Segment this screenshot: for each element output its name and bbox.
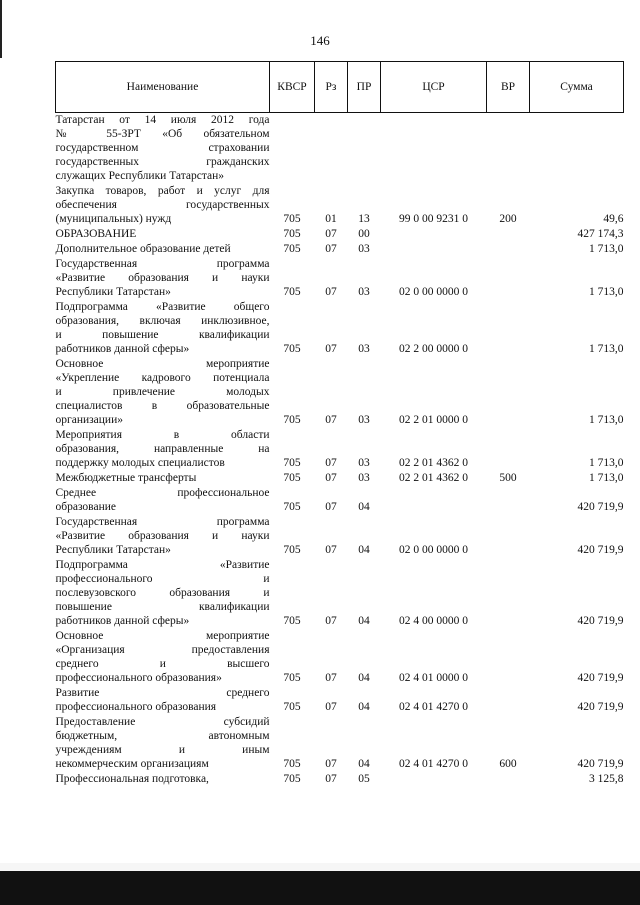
row-name [56, 558, 270, 629]
cell-csr [381, 113, 487, 185]
table-row [56, 257, 624, 300]
cell-csr: 02 2 01 4362 0 [399, 472, 468, 484]
cell-sum: 1 713,0 [589, 286, 624, 298]
cell-sum: 420 719,9 [577, 544, 624, 556]
row-name [56, 184, 270, 227]
table-row [56, 471, 624, 486]
row-name-line: государственном страховании [55, 142, 270, 154]
cell-kvsr: 705 [283, 414, 301, 426]
scan-edge-left [0, 0, 2, 58]
table-header-row [56, 62, 624, 113]
cell-vr [487, 772, 530, 787]
cell-kvsr: 705 [283, 457, 301, 469]
cell-vr [487, 428, 530, 471]
row-name [56, 486, 270, 515]
cell-sum: 1 713,0 [589, 457, 624, 469]
row-name-line: Подпрограмма «Развитие [55, 559, 270, 571]
budget-table [55, 61, 624, 787]
cell-rz: 07 [325, 615, 337, 627]
cell-vr: 500 [499, 472, 517, 484]
cell-sum: 3 125,8 [589, 773, 624, 785]
cell-kvsr: 705 [283, 672, 301, 684]
table-row [56, 357, 624, 428]
table-row [56, 772, 624, 787]
table-row [56, 686, 624, 715]
table-row [56, 428, 624, 471]
cell-vr [487, 357, 530, 428]
cell-csr [381, 242, 487, 257]
cell-kvsr: 705 [283, 286, 301, 298]
cell-vr [487, 515, 530, 558]
cell-rz: 07 [325, 501, 337, 513]
cell-kvsr: 705 [283, 544, 301, 556]
table-body [56, 113, 624, 788]
cell-vr [487, 558, 530, 629]
row-name-line: Татарстан от 14 июля 2012 года [55, 114, 270, 126]
row-name-line: Профессиональная подготовка, [55, 773, 209, 785]
cell-vr [487, 257, 530, 300]
cell-rz: 07 [325, 243, 337, 255]
row-name [56, 257, 270, 300]
cell-vr [487, 227, 530, 242]
cell-pr: 13 [358, 213, 370, 225]
cell-rz: 07 [325, 286, 337, 298]
row-name-line: Основное мероприятие [55, 358, 270, 370]
cell-rz: 07 [325, 472, 337, 484]
row-name [56, 686, 270, 715]
cell-pr: 03 [358, 472, 370, 484]
header-kvsr: КВСР [270, 62, 315, 113]
cell-csr [381, 772, 487, 787]
cell-sum: 1 713,0 [589, 472, 624, 484]
cell-pr: 03 [358, 343, 370, 355]
table-row [56, 558, 624, 629]
cell-rz: 07 [325, 773, 337, 785]
table-row [56, 184, 624, 227]
table-row [56, 113, 624, 185]
row-name-line: поддержку молодых специалистов [55, 457, 225, 469]
cell-kvsr: 705 [283, 213, 301, 225]
row-name-line: специалистов в образовательные [55, 400, 270, 412]
row-name-line: Основное мероприятие [55, 630, 270, 642]
cell-sum: 1 713,0 [589, 343, 624, 355]
cell-pr [348, 113, 381, 185]
row-name-line: Подпрограмма «Развитие общего [55, 301, 270, 313]
cell-csr: 02 2 01 4362 0 [399, 457, 468, 469]
row-name-line: «Организация предоставления [55, 644, 270, 656]
cell-csr: 02 4 00 0000 0 [399, 615, 468, 627]
row-name [56, 715, 270, 772]
row-name-line: Развитие среднего [55, 687, 270, 699]
cell-sum: 420 719,9 [577, 758, 624, 770]
cell-kvsr: 705 [283, 243, 301, 255]
row-name-line: профессионального образования» [55, 672, 222, 684]
cell-pr: 03 [358, 414, 370, 426]
row-name-line: бюджетным, автономным [55, 730, 270, 742]
cell-rz: 07 [325, 758, 337, 770]
row-name-line: Межбюджетные трансферты [55, 472, 197, 484]
row-name-line: учреждениям и иным [55, 744, 270, 756]
table-row [56, 242, 624, 257]
cell-pr: 04 [358, 501, 370, 513]
row-name [56, 515, 270, 558]
row-name-line: послевузовского образования и [55, 587, 270, 599]
row-name [56, 227, 270, 242]
row-name-line: служащих Республики Татарстан» [55, 170, 225, 182]
row-name [56, 357, 270, 428]
table-row [56, 629, 624, 686]
row-name-line: (муниципальных) нужд [55, 213, 172, 225]
cell-csr: 02 0 00 0000 0 [399, 286, 468, 298]
row-name [56, 300, 270, 357]
cell-rz: 07 [325, 701, 337, 713]
header-pr: ПР [348, 62, 381, 113]
row-name-line: профессионального и [55, 573, 270, 585]
row-name-line: «Развитие образования и науки [55, 530, 270, 542]
cell-rz: 01 [325, 213, 337, 225]
cell-vr: 200 [499, 213, 517, 225]
row-name-line: Государственная программа [55, 258, 270, 270]
cell-rz: 07 [325, 672, 337, 684]
cell-csr: 02 4 01 0000 0 [399, 672, 468, 684]
row-name-line: повышение квалификации [55, 601, 270, 613]
row-name-line: образования, включая инклюзивное, [55, 315, 270, 327]
cell-sum: 1 713,0 [589, 414, 624, 426]
cell-rz: 07 [325, 457, 337, 469]
row-name-line: организации» [55, 414, 123, 426]
table-row [56, 515, 624, 558]
cell-pr: 04 [358, 701, 370, 713]
header-vr: ВР [487, 62, 530, 113]
row-name-line: ОБРАЗОВАНИЕ [55, 228, 137, 240]
cell-vr [487, 300, 530, 357]
row-name [56, 629, 270, 686]
cell-sum: 49,6 [603, 213, 624, 225]
cell-pr: 04 [358, 615, 370, 627]
cell-sum: 420 719,9 [577, 701, 624, 713]
cell-vr [487, 486, 530, 515]
cell-pr: 03 [358, 457, 370, 469]
cell-kvsr: 705 [283, 343, 301, 355]
table-row [56, 715, 624, 772]
cell-sum: 420 719,9 [577, 672, 624, 684]
cell-rz: 07 [325, 343, 337, 355]
row-name-line: обеспечения государственных [55, 199, 270, 211]
row-name-line: Республики Татарстан» [55, 286, 171, 298]
scan-shadow [0, 863, 640, 871]
cell-kvsr: 705 [283, 228, 301, 240]
row-name-line: образование [55, 501, 116, 513]
header-rz: Рз [315, 62, 348, 113]
row-name-line: № 55-ЗРТ «Об обязательном [55, 128, 270, 140]
row-name-line: Среднее профессиональное [55, 487, 270, 499]
cell-csr: 99 0 00 9231 0 [399, 213, 468, 225]
scan-edge-bottom [0, 871, 640, 905]
cell-csr: 02 4 01 4270 0 [399, 758, 468, 770]
row-name [56, 428, 270, 471]
row-name-line: некоммерческим организациям [55, 758, 209, 770]
cell-pr: 03 [358, 286, 370, 298]
row-name-line: Государственная программа [55, 516, 270, 528]
cell-csr [381, 486, 487, 515]
cell-rz: 07 [325, 414, 337, 426]
cell-sum: 1 713,0 [589, 243, 624, 255]
row-name-line: среднего и высшего [55, 658, 270, 670]
row-name-line: и привлечение молодых [55, 386, 270, 398]
row-name-line: Мероприятия в области [55, 429, 270, 441]
cell-csr: 02 2 01 0000 0 [399, 414, 468, 426]
cell-kvsr: 705 [283, 773, 301, 785]
page-number: 146 [310, 33, 330, 48]
row-name-line: и повышение квалификации [55, 329, 270, 341]
cell-vr [487, 686, 530, 715]
header-csr: ЦСР [381, 62, 487, 113]
row-name-line: работников данной сферы» [55, 615, 190, 627]
cell-rz [315, 113, 348, 185]
cell-sum: 420 719,9 [577, 615, 624, 627]
table-row [56, 486, 624, 515]
header-sum: Сумма [530, 62, 624, 113]
cell-csr: 02 0 00 0000 0 [399, 544, 468, 556]
cell-csr [381, 227, 487, 242]
table-row [56, 227, 624, 242]
cell-sum: 427 174,3 [577, 228, 624, 240]
cell-kvsr: 705 [283, 472, 301, 484]
row-name-line: государственных гражданских [55, 156, 270, 168]
row-name-line: образования, направленные на [55, 443, 270, 455]
cell-kvsr: 705 [283, 758, 301, 770]
row-name [56, 471, 270, 486]
cell-kvsr: 705 [283, 615, 301, 627]
cell-pr: 04 [358, 672, 370, 684]
cell-rz: 07 [325, 228, 337, 240]
cell-vr [487, 242, 530, 257]
cell-vr [487, 629, 530, 686]
header-name: Наименование [56, 62, 270, 113]
row-name-line: «Укрепление кадрового потенциала [55, 372, 270, 384]
row-name [56, 772, 270, 787]
row-name-line: Республики Татарстан» [55, 544, 171, 556]
cell-kvsr: 705 [283, 701, 301, 713]
cell-pr: 05 [358, 773, 370, 785]
cell-sum [530, 113, 624, 185]
cell-kvsr [270, 113, 315, 185]
row-name [56, 242, 270, 257]
cell-pr: 04 [358, 758, 370, 770]
cell-pr: 04 [358, 544, 370, 556]
row-name-line: Дополнительное образование детей [55, 243, 231, 255]
cell-pr: 03 [358, 243, 370, 255]
cell-csr: 02 2 00 0000 0 [399, 343, 468, 355]
table-row [56, 300, 624, 357]
cell-vr: 600 [499, 758, 517, 770]
row-name-line: «Развитие образования и науки [55, 272, 270, 284]
row-name [56, 113, 270, 185]
row-name-line: работников данной сферы» [55, 343, 190, 355]
cell-kvsr: 705 [283, 501, 301, 513]
cell-csr: 02 4 01 4270 0 [399, 701, 468, 713]
row-name-line: Закупка товаров, работ и услуг для [55, 185, 270, 197]
cell-rz: 07 [325, 544, 337, 556]
cell-pr: 00 [358, 228, 370, 240]
row-name-line: Предоставление субсидий [55, 716, 270, 728]
row-name-line: профессионального образования [55, 701, 217, 713]
cell-vr [487, 113, 530, 185]
cell-sum: 420 719,9 [577, 501, 624, 513]
